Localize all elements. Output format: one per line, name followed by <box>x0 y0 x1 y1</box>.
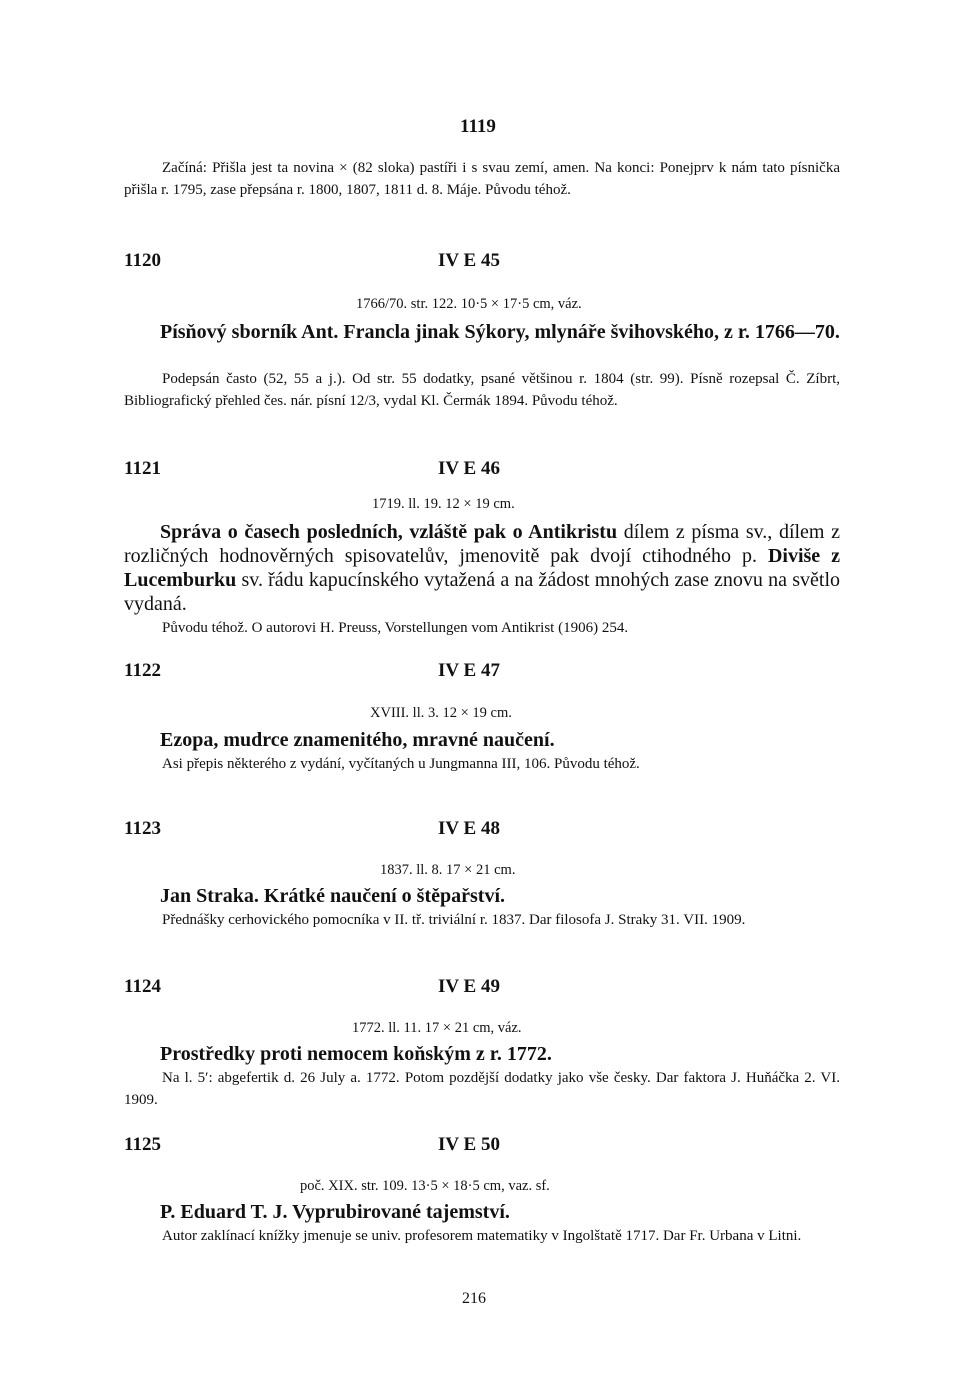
entry-number-1123: 1123 <box>124 818 161 839</box>
entry-physical-1124: 1772. ll. 11. 17 × 21 cm, váz. <box>352 1020 522 1036</box>
entry-physical-1123: 1837. ll. 8. 17 × 21 cm. <box>380 862 516 878</box>
page-number-top: 1119 <box>460 116 496 137</box>
entry-title-1121-rest2: sv. řádu kapucínského vytažená a na žádost mnohých zase znovu na světlo vydaná. <box>124 569 840 615</box>
page-number-bottom: 216 <box>462 1290 486 1307</box>
entry-physical-1122: XVIII. ll. 3. 12 × 19 cm. <box>370 705 512 721</box>
entry-signature-1122: IV E 47 <box>438 660 500 681</box>
entry-title-1120: Písňový sborník Ant. Francla jinak Sýkory, mlynáře švihovského, z r. 1766—70. <box>160 321 840 343</box>
entry-signature-1123: IV E 48 <box>438 818 500 839</box>
entry-title-1121-bold2: Diviše z Lucemburku <box>124 545 840 591</box>
entry-note-1123: Přednášky cerhovického pomocníka v II. tř. triviální r. 1837. Dar filosofa J. Straky 31. VII. 1909. <box>162 912 746 928</box>
entry-signature-1121: IV E 46 <box>438 458 500 479</box>
entry-number-1121: 1121 <box>124 458 161 479</box>
entry-number-1124: 1124 <box>124 976 161 997</box>
entry-note-1125: Autor zaklínací knížky jmenuje se univ. profesorem matematiky v Ingolštatě 1717. Dar Fr. Urbana v Litni. <box>162 1228 802 1244</box>
entry-title-1121 <box>124 520 840 616</box>
entry-title-1125: P. Eduard T. J. Vyprubirované tajemství. <box>160 1201 510 1223</box>
entry-signature-1124: IV E 49 <box>438 976 500 997</box>
entry-note-1120: Podepsán často (52, 55 a j.). Od str. 55 dodatky, psané většinou r. 1804 (str. 99). Písně rozepsal Č. Zíbrt, Bibliografický přehled čes. nár. písní 12/3, vydal Kl. Čermák 1894. Původu téhož. <box>124 371 840 409</box>
entry-note-1122: Asi přepis některého z vydání, vyčítaných u Jungmanna III, 106. Původu téhož. <box>162 756 640 772</box>
entry-note-1124: Na l. 5′: abgefertik d. 26 July a. 1772. Potom pozdější dodatky jako vše česky. Dar faktora J. Huňáčka 2. VI. 1909. <box>124 1070 840 1108</box>
entry-physical-1121: 1719. ll. 19. 12 × 19 cm. <box>372 496 515 512</box>
entry-number-1122: 1122 <box>124 660 161 681</box>
entry-note-1121: Původu téhož. O autorovi H. Preuss, Vorstellungen vom Antikrist (1906) 254. <box>162 620 629 636</box>
entry-title-1123: Jan Straka. Krátké naučení o štěpařství. <box>160 885 505 907</box>
entry-signature-1120: IV E 45 <box>438 250 500 271</box>
entry-title-1121-rest1: dílem z písma sv., dílem z rozličných hodnověrných spisovatelův, jmenovitě pak dvojí ctihodného p. <box>124 521 841 567</box>
entry-physical-1120: 1766/70. str. 122. 10·5 × 17·5 cm, váz. <box>356 296 582 312</box>
entry-number-1120: 1120 <box>124 250 161 271</box>
entry-title-1121-bold: Správa o časech posledních, vzláště pak o Antikristu <box>160 521 618 543</box>
entry-signature-1125: IV E 50 <box>438 1134 500 1155</box>
intro-paragraph: Začíná: Přišla jest ta novina × (82 sloka) pastíři i s svau zemí, amen. Na konci: Ponejprv k nám tato písnička přišla r. 1795, zase přepsána r. 1800, 1807, 1811 d. 8. Máje. Původu téhož. <box>124 160 840 198</box>
entry-physical-1125: poč. XIX. str. 109. 13·5 × 18·5 cm, vaz. sf. <box>300 1178 550 1194</box>
entry-title-1122: Ezopa, mudrce znamenitého, mravné naučení. <box>160 729 555 751</box>
entry-number-1125: 1125 <box>124 1134 161 1155</box>
entry-title-1124: Prostředky proti nemocem koňským z r. 1772. <box>160 1043 552 1065</box>
